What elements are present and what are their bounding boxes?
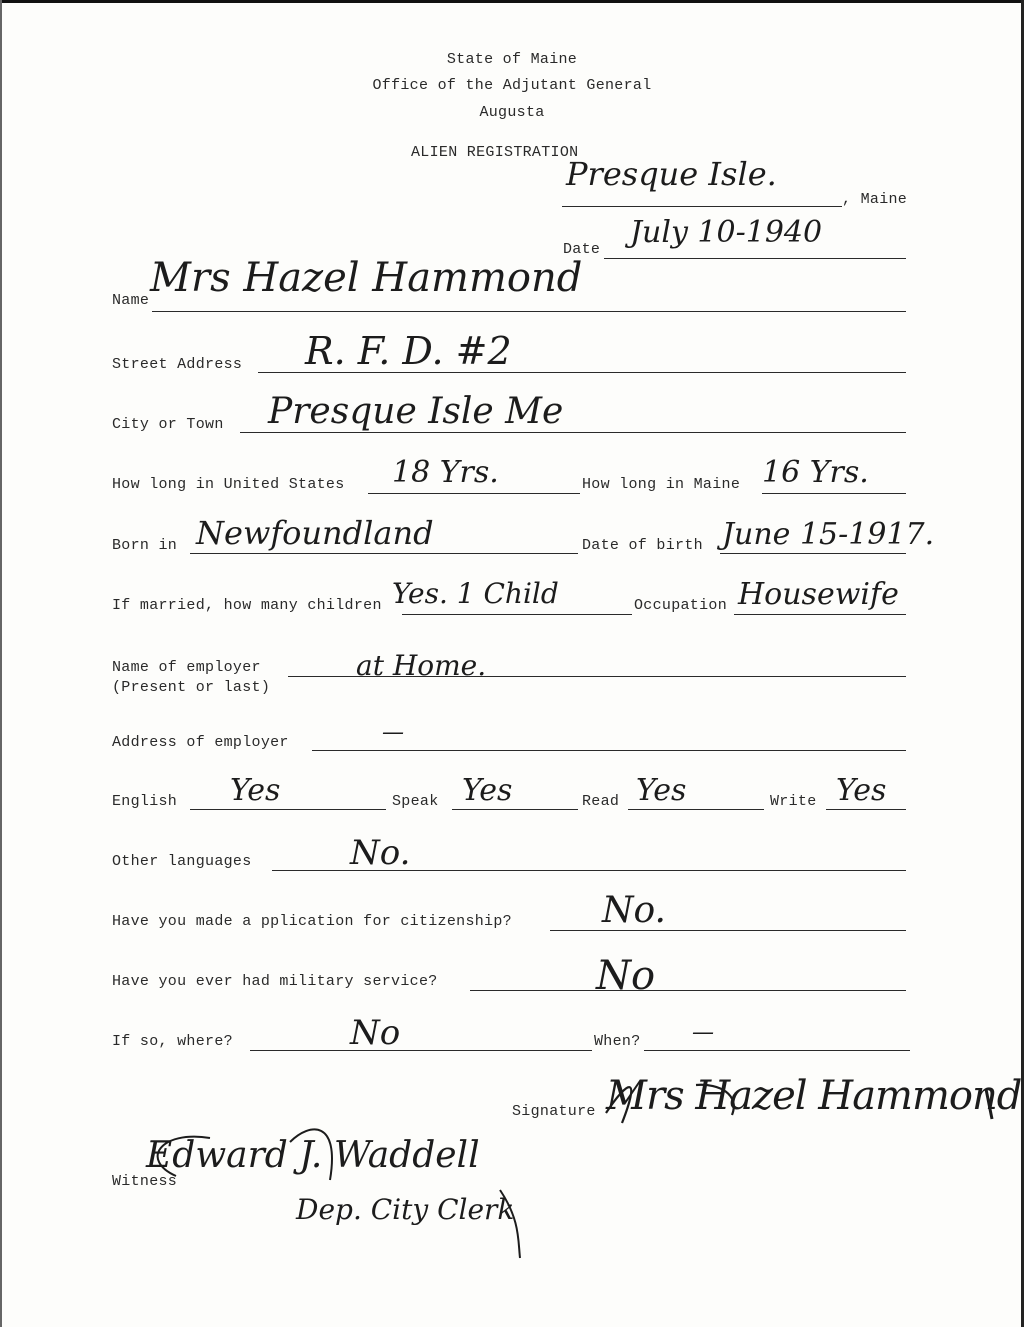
label-how-long-us: How long in United States (112, 476, 345, 493)
entry-english: Yes (230, 773, 281, 808)
read-line (628, 809, 764, 810)
label-how-long-maine: How long in Maine (582, 476, 741, 493)
entry-military-service: No (596, 953, 656, 999)
entry-signature: Mrs Hazel Hammond (606, 1073, 1022, 1119)
label-when: When? (594, 1033, 641, 1050)
label-city-or-town: City or Town (112, 416, 224, 433)
write-line (826, 809, 906, 810)
entry-employer: at Home. (356, 649, 487, 682)
label-date-of-birth: Date of birth (582, 537, 703, 554)
label-married-children: If married, how many children (112, 597, 382, 614)
label-witness: Witness (112, 1173, 178, 1190)
entry-address-of-employer: — (382, 720, 404, 745)
label-name-of-employer: Name of employer (112, 659, 261, 676)
entry-occupation: Housewife (738, 577, 899, 612)
header-office: Office of the Adjutant General (372, 77, 652, 94)
city-or-town-line (240, 432, 906, 433)
entry-read: Yes (636, 773, 687, 808)
if-so-where-line (250, 1050, 592, 1051)
citizenship-application-line (550, 930, 906, 931)
entry-how-long-us: 18 Yrs. (392, 455, 499, 490)
how-long-us-line (368, 493, 580, 494)
date-of-birth-line (720, 553, 906, 554)
label-citizenship-application: Have you made a pplication for citizenship? (112, 913, 512, 930)
name-line (152, 311, 906, 312)
label-street-address: Street Address (112, 356, 243, 373)
entry-how-long-maine: 16 Yrs. (762, 455, 869, 490)
married-children-line (402, 614, 632, 615)
how-long-maine-line (762, 493, 906, 494)
label-address-of-employer: Address of employer (112, 734, 289, 751)
born-in-line (190, 553, 578, 554)
entry-street-address: R. F. D. #2 (305, 329, 512, 373)
label-write: Write (770, 793, 817, 810)
label-if-so-where: If so, where? (112, 1033, 233, 1050)
entry-date-of-birth: June 15-1917. (722, 517, 935, 552)
signature-flourish (600, 1075, 1010, 1135)
scan-border-top (0, 0, 1024, 3)
label-speak: Speak (392, 793, 439, 810)
entry-married-children: Yes. 1 Child (392, 577, 559, 610)
entry-if-so-where: No (350, 1013, 401, 1053)
form-title: ALIEN REGISTRATION (411, 144, 579, 161)
header-state: State of Maine (446, 51, 578, 68)
date-line (604, 258, 906, 259)
address-of-employer-line (312, 750, 906, 751)
entry-city-or-town: Presque Isle Me (268, 391, 564, 432)
entry-speak: Yes (462, 773, 513, 808)
other-languages-line (272, 870, 906, 871)
label-maine: , Maine (842, 191, 908, 208)
military-service-line (470, 990, 906, 991)
occupation-line (734, 614, 906, 615)
entry-write: Yes (836, 773, 887, 808)
label-english: English (112, 793, 178, 810)
town-line (562, 206, 842, 207)
entry-date: July 10-1940 (630, 215, 823, 250)
label-signature: Signature (512, 1103, 596, 1120)
street-address-line (258, 372, 906, 373)
label-read: Read (582, 793, 620, 810)
entry-witness-title: Dep. City Clerk (296, 1193, 515, 1226)
entry-town: Presque Isle. (566, 155, 777, 193)
entry-other-languages: No. (350, 833, 411, 873)
label-military-service: Have you ever had military service? (112, 973, 438, 990)
entry-when: — (692, 1020, 714, 1045)
entry-name: Mrs Hazel Hammond (150, 255, 583, 301)
entry-witness: Edward J. Waddell (146, 1135, 480, 1176)
label-date: Date (563, 241, 601, 258)
label-other-languages: Other languages (112, 853, 252, 870)
entry-citizenship-application: No. (602, 890, 666, 931)
witness-flourish (140, 1120, 530, 1260)
label-present-or-last: (Present or last) (112, 679, 271, 696)
english-line (190, 809, 386, 810)
when-line (644, 1050, 910, 1051)
header-city: Augusta (479, 104, 545, 121)
label-name: Name (112, 292, 150, 309)
speak-line (452, 809, 578, 810)
employer-line (288, 676, 906, 677)
label-occupation: Occupation (634, 597, 728, 614)
scan-border-left (0, 0, 2, 1327)
entry-born-in: Newfoundland (196, 514, 434, 552)
label-born-in: Born in (112, 537, 178, 554)
